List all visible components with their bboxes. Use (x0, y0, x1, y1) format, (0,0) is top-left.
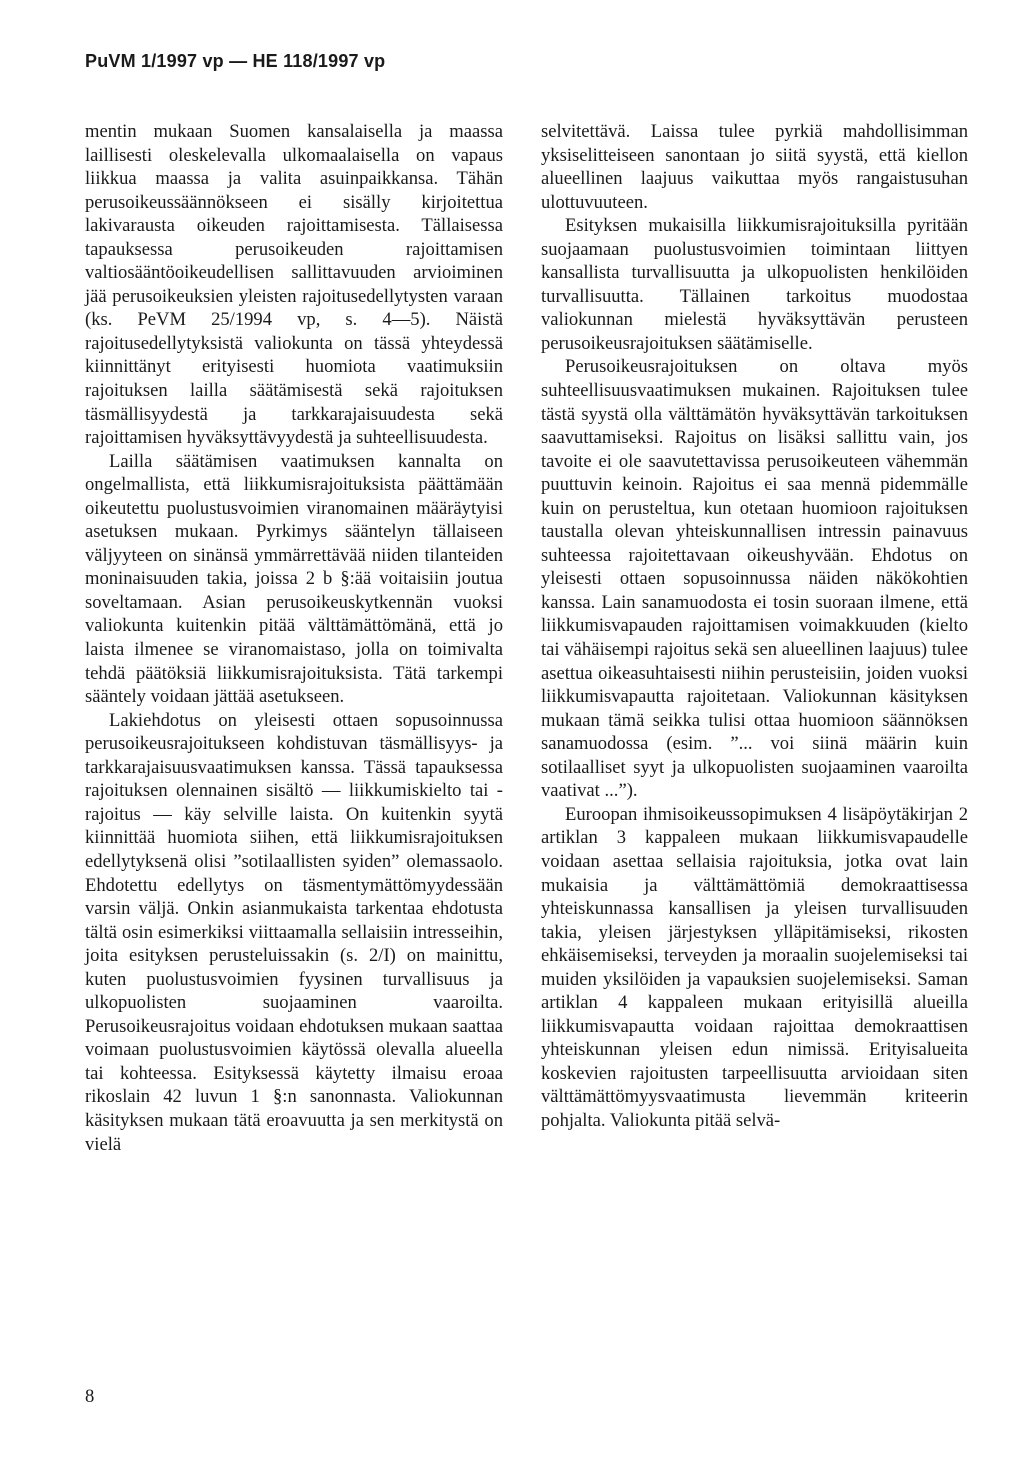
right-paragraph-4: Euroopan ihmisoikeussopimuksen 4 lisäpöytäkirjan 2 artiklan 3 kappaleen mukaan liikkumisvapaudelle voidaan asettaa sellaisia rajoituksia, jotka ovat lain mukaisia ja välttämättömiä demokraattisessa yhteiskunnassa kansallisen ja yleisen turvallisuuden takia, yleisen järjestyksen ylläpitämiseksi, rikosten ehkäisemiseksi, terveyden ja moraalin suojelemiseksi tai muiden yksilöiden ja vapauksien suojelemiseksi. Saman artiklan 4 kappaleen mukaan erityisillä alueilla liikkumisvapautta voidaan rajoittaa demokraattisen yhteiskunnan yleisen edun nimissä. Erityisalueita koskevien rajoitusten tarpeellisuutta arvioidaan siten välttämättömyysvaatimusta lievemmän kriteerin pohjalta. Valiokunta pitää selvä- (541, 803, 968, 1131)
left-paragraph-1: mentin mukaan Suomen kansalaisella ja maassa laillisesti oleskelevalla ulkomaalaisella on vapaus liikkua maassa ja valita asuinpaikkansa. Tähän perusoikeussäännökseen ei sisälly kirjoitettua lakivarausta oikeuden rajoittamisesta. Tällaisessa tapauksessa perusoikeuden rajoittamisen valtiosääntöoikeudellisen sallittavuuden arvioiminen jää perusoikeuksien yleisten rajoitusedellytysten varaan (ks. PeVM 25/1994 vp, s. 4—5). Näistä rajoitusedellytyksistä valiokunta on tässä yhteydessä kiinnittänyt erityisesti huomiota vaatimuksiin rajoituksen lailla säätämisestä sekä rajoituksen täsmällisyydestä ja tarkkarajaisuudesta sekä rajoittamisen hyväksyttävyydestä ja suhteellisuudesta. (85, 121, 503, 449)
running-header: PuVM 1/1997 vp — HE 118/1997 vp (85, 51, 386, 71)
left-paragraph-3: Lakiehdotus on yleisesti ottaen sopusoinnussa perusoikeusrajoitukseen kohdistuvan täsmällisyys- ja tarkkarajaisuusvaatimuksen kanssa. Tässä tapauksessa rajoituksen olennainen sisältö — liikkumiskielto tai -rajoitus — käy selville laista. On kuitenkin syytä kiinnittää huomiota siihen, että liikkumisrajoituksen edellytyksenä olisi ”sotilaallisten syiden” olemassaolo. Ehdotettu edellytys on täsmentymättömyydessään varsin väljä. Onkin asianmukaista tarkentaa ehdotusta tältä osin esimerkiksi viittaamalla sellaisiin intresseihin, joita esityksen perusteluissakin (s. 2/I) on mainittu, kuten puolustusvoimien fyysinen turvallisuus ja ulkopuolisten suojaaminen vaaroilta. Perusoikeusrajoitus voidaan ehdotuksen mukaan saattaa voimaan puolustusvoimien käytössä olevalla alueella tai kohteessa. Esityksessä käytetty ilmaisu eroaa rikoslain 42 luvun 1 §:n sanonnasta. Valiokunnan käsityksen mukaan tätä eroavuutta ja sen merkitystä on vielä (85, 709, 503, 1155)
right-paragraph-2: Esityksen mukaisilla liikkumisrajoituksilla pyritään suojaamaan puolustusvoimien toimintaan liittyen kansallista turvallisuutta ja ulkopuolisten henkilöiden turvallisuutta. Tällainen tarkoitus muodostaa valiokunnan mielestä hyväksyttävän perusteen perusoikeusrajoituksen säätämiselle. (541, 215, 968, 354)
right-text-column (541, 120, 968, 1133)
right-paragraph-3: Perusoikeusrajoituksen on oltava myös suhteellisuusvaatimuksen mukainen. Rajoituksen tulee tästä syystä olla välttämätön hyväksyttävän tarkoituksen saavuttamiseksi. Rajoitus on lisäksi sallittu vain, jos tavoite ei ole saavutettavissa perusoikeuteen vähemmän puuttuvin keinoin. Rajoitus ei saa mennä pidemmälle kuin on perusteltua, kun otetaan huomioon rajoituksen taustalla olevan yhteiskunnallisen intressin painavuus suhteessa rajoitettavaan oikeushyvään. Ehdotus on yleisesti ottaen sopusoinnussa näiden näkökohtien kanssa. Lain sanamuodosta ei tosin suoraan ilmene, että liikkumisvapauden rajoittamisen voimakkuuden (kielto tai vähäisempi rajoitus sekä sen alueellinen laajuus) tulee asettua oikeasuhtaisesti niihin perusteisiin, joiden vuoksi liikkumisvapautta rajoitetaan. Valiokunnan käsityksen mukaan tämä seikka tulisi ottaa huomioon säännöksen sanamuodossa (esim. ”... voi siinä määrin kuin sotilaalliset syyt ja ulkopuolisten suojaaminen vaaroilta vaativat ...”). (541, 356, 968, 802)
left-paragraph-2: Lailla säätämisen vaatimuksen kannalta on ongelmallista, että liikkumisrajoituksista päättämään oikeutettu puolustusvoimien viranomainen määräytyisi asetuksen mukaan. Pyrkimys sääntelyn tällaiseen väljyyteen on sinänsä ymmärrettävää niiden tilanteiden moninaisuuden takia, joissa 2 b §:ää voitaisiin joutua soveltamaan. Asian perusoikeuskytkennän vuoksi valiokunta kuitenkin pitää välttämättömänä, että jo laista ilmenee se viranomaistaso, jolla on toimivalta tehdä päätöksiä liikkumisrajoituksista. Tätä tarkempi sääntely voidaan jättää asetukseen. (85, 450, 503, 708)
left-text-column (85, 120, 503, 1156)
page-number: 8 (85, 1386, 95, 1407)
right-paragraph-1: selvitettävä. Laissa tulee pyrkiä mahdollisimman yksiselitteiseen sanontaan jo siitä syystä, että kiellon alueellinen laajuus vaikuttaa myös rangaistusuhan ulottuvuuteen. (541, 121, 968, 213)
